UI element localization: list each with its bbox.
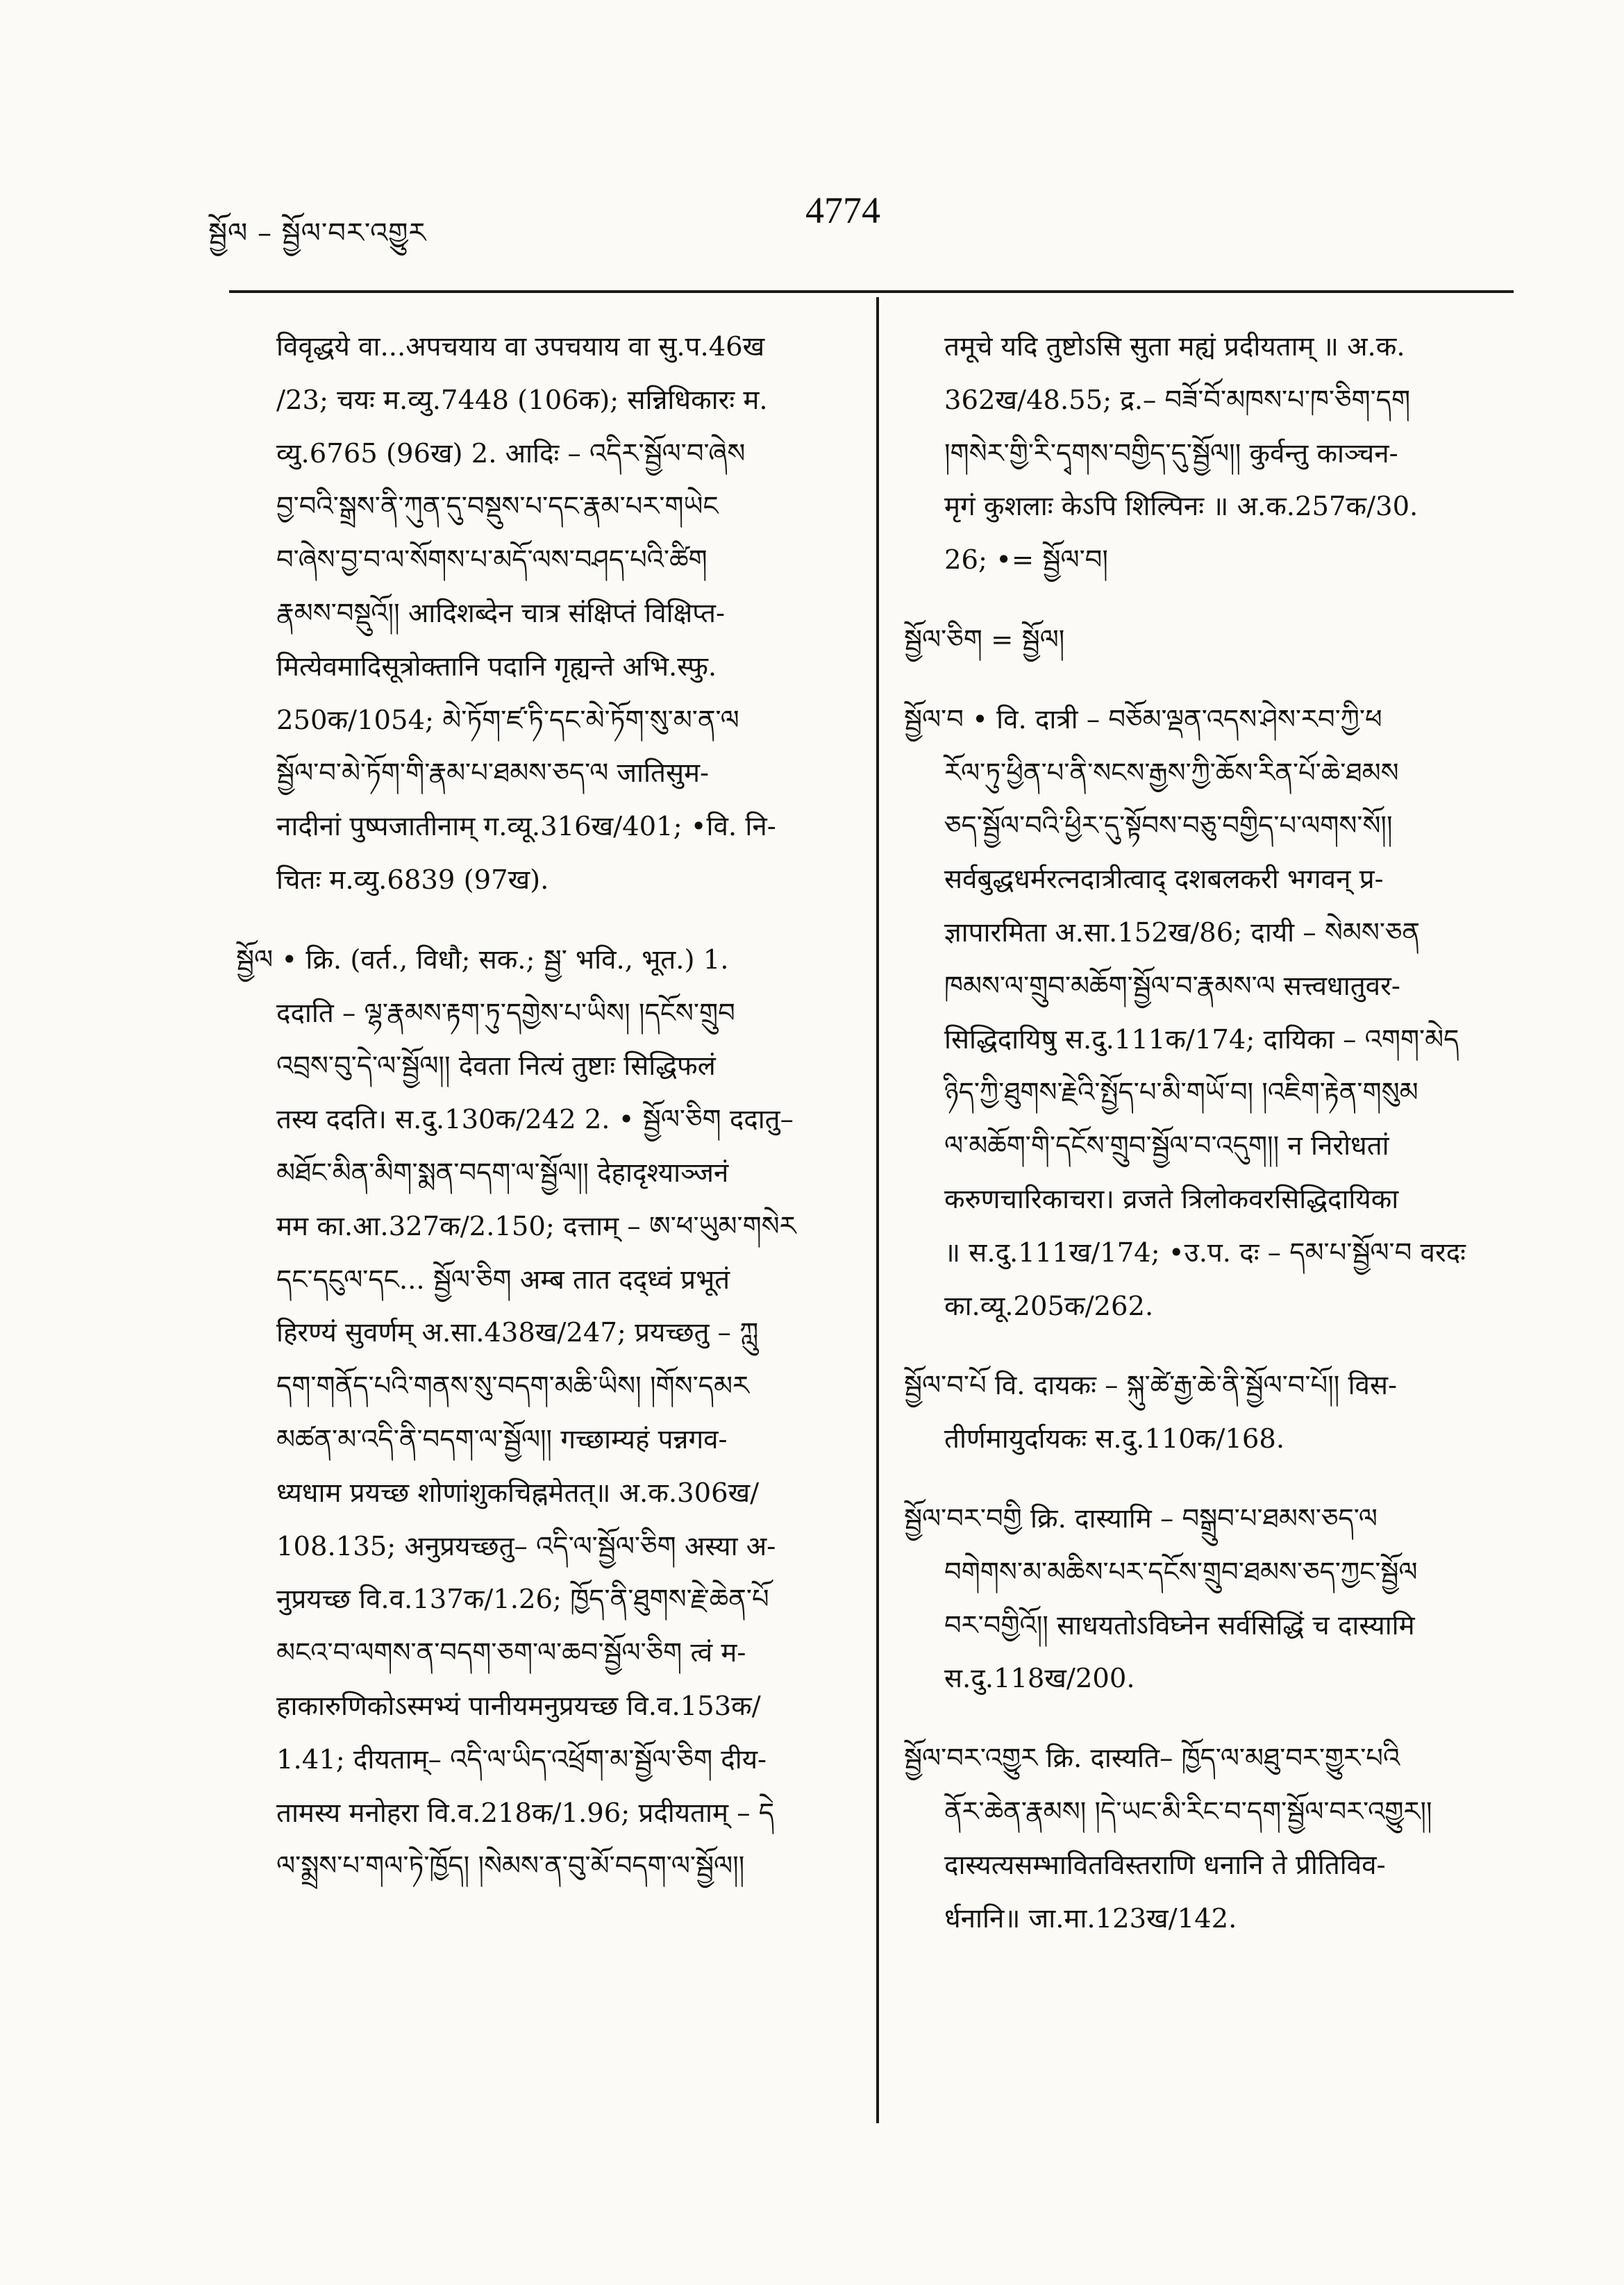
entry-line: སྦྱོལ་ཅིག = སྦྱོལ། — [904, 623, 1065, 655]
right-column-entry — [904, 1359, 1522, 1466]
entry-line: བར་བགྱིའོ།། साधयतोऽविघ्नेन सर्वसिद्धिं च दास्यामि — [944, 1609, 1415, 1641]
entry-line: नुप्रयच्छ वि.व.137क/1.26; ཁྱོད་ནི་ཐུགས་རྗེ་ཆེན་པོ — [276, 1584, 769, 1616]
entry-line: दास्यत्यसम्भावितविस्तराणि धनानि ते प्रीतिविव- — [944, 1849, 1386, 1881]
running-head: སྦྱོལ – སྦྱོལ་བར་འགྱུར — [208, 217, 427, 249]
entry-line: རྣམས་བསྡུའོ།། आदिशब्देन चात्र संक्षिप्तं विक्षिप्त- — [276, 597, 726, 629]
entry-line: ध्यधाम प्रयच्छ शोणांशुकचिह्नमेतत्॥ अ.क.306ख/ — [276, 1477, 760, 1509]
left-column-entry — [236, 934, 847, 1893]
entry-line: མཚན་མ་འདི་ནི་བདག་ལ་སྦྱོལ།། गच्छाम्यहं पन्नगव- — [276, 1423, 728, 1455]
entry-line: ནོར་ཆེན་རྣམས། །དེ་ཡང་མི་རིང་བ་དག་སྦྱོལ་བར་འགྱུར།། — [944, 1796, 1432, 1827]
entry-line: तामस्य मनोहरा वि.व.218क/1.96; प्रदीयताम् – དེ — [276, 1797, 775, 1829]
entry-line: 108.135; अनुप्रयच्छतु– འདི་ལ་སྦྱོལ་ཅིག अस्या अ- — [276, 1530, 776, 1562]
right-column-entry — [904, 694, 1522, 1334]
entry-line: སྦྱོལ་བ • वि. दात्री – བཅོམ་ལྡན་འདས་ཤེས་རབ་ཀྱི་ཕ — [904, 703, 1382, 735]
right-column-entry — [904, 1732, 1522, 1945]
entry-line: ཉིད་ཀྱི་ཐུགས་རྗེའི་སྤྱོད་པ་མི་གཡོ་བ། །འཇིག་རྟེན་གསུམ — [944, 1077, 1418, 1109]
entry-line: का.व्यू.205क/262. — [944, 1290, 1154, 1322]
entry-line: ལ་སྨྲས་པ་གལ་ཏེ་ཁྱོད། །སེམས་ན་བུ་མོ་བདག་ལ་སྦྱོལ།། — [276, 1850, 745, 1882]
entry-line: मृगं कुशलाः केऽपि शिल्पिनः ॥ अ.क.257क/30. — [944, 491, 1418, 523]
entry-line: ज्ञापारमिता अ.सा.152ख/86; दायी – སེམས་ཅན — [944, 916, 1421, 948]
column-divider — [876, 297, 879, 2123]
entry-line: བྱ་བའི་སྒྲས་ནི་ཀུན་དུ་བསྡུས་པ་དང་རྣམ་པར་གཡེང — [276, 491, 719, 523]
entry-line: सर्वबुद्धधर्मरत्नदात्रीत्वाद् दशबलकरी भगवन् प्र- — [944, 864, 1384, 896]
left-column — [236, 321, 847, 1893]
entry-line: चितः म.व्यु.6839 (97ख). — [276, 864, 549, 896]
right-column-entry — [904, 1493, 1522, 1706]
entry-line: व्यु.6765 (96ख) 2. आदिः – འདིར་སྦྱོལ་བ་ཞེས — [276, 437, 746, 469]
entry-line: नादीनां पुष्पजातीनाम् ग.व्यू.316ख/401; •वि. नि- — [276, 811, 776, 843]
entry-line: བ་ཞེས་བྱ་བ་ལ་སོགས་པ་མདོ་ལས་བཤད་པའི་ཚིག — [276, 544, 708, 576]
entry-line: སྦྱོལ་བ་མེ་ཏོག་གི་རྣམ་པ་ཐམས་ཅད་ལ जातिसुम- — [276, 758, 709, 789]
entry-line: सिद्धिदायिषु स.दु.111क/174; दायिका – འགག་མེད — [944, 1023, 1459, 1055]
right-column-entry — [904, 614, 1522, 667]
entry-line: स.दु.118ख/200. — [944, 1663, 1135, 1695]
entry-line: मम का.आ.327क/2.150; दत्ताम् – ཨ་ཕ་ཡུམ་གསེར — [276, 1210, 796, 1242]
entry-line: तीर्णमायुर्दायकः स.दु.110क/168. — [944, 1423, 1285, 1455]
entry-line: སྦྱོལ་བར་བགྱི क्रि. दास्यामि – བསྒྲུབ་པ་ཐམས་ཅད་ལ — [904, 1503, 1378, 1534]
entry-line: དང་དངུལ་དང... སྦྱོལ་ཅིག अम्ब तात दद्ध्वं प्रभूतं — [276, 1264, 730, 1296]
entry-line: སྦྱོལ • क्रि. (वर्त., विधौ; सक.; སྦྱ་ भवि., भूत.) 1. — [236, 944, 729, 976]
left-column-entry — [236, 321, 847, 907]
entry-line: करुणचारिकाचरा। व्रजते त्रिलोकवरसिद्धिदायिका — [944, 1183, 1399, 1215]
entry-line: हाकारुणिकोऽस्मभ्यं पानीयमनुप्रयच्छ वि.व.153क/ — [276, 1690, 761, 1722]
entry-line: རོལ་ཏུ་ཕྱིན་པ་ནི་སངས་རྒྱས་ཀྱི་ཆོས་རིན་པོ་ཆེ་ཐམས — [944, 757, 1399, 789]
entry-line: 250क/1054; མེ་ཏོག་ཛ་ཏི་དང་མེ་ཏོག་སུ་མ་ན་ལ — [276, 704, 739, 736]
entry-line: སྦྱོལ་བར་འགྱུར क्रि. दास्यति– ཁྱོད་ལ་མཐུ་བར་གྱུར་པའི — [904, 1743, 1400, 1775]
entry-line: ॥ स.दु.111ख/174; •उ.प. दः – དམ་པ་སྦྱོལ་བ वरदः — [944, 1237, 1466, 1269]
entry-line: मित्येवमादिसूत्रोक्तानि पदानि गृह्यन्ते अभि.स्फु. — [276, 651, 717, 683]
entry-line: མངའ་བ་ལགས་ན་བདག་ཅག་ལ་ཆབ་སྦྱོལ་ཅིག त्वं म- — [276, 1637, 746, 1669]
entry-line: ལ་མཆོག་གི་དངོས་གྲུབ་སྦྱོལ་བ་འདུག།། न निरोधतां — [944, 1130, 1389, 1162]
entry-line: སྦྱོལ་བ་པོ वि. दायकः – སྐུ་ཚེ་རྒྱ་ཆེ་ནི་སྦྱོལ་བ་པོ།། विस- — [904, 1370, 1397, 1402]
entry-line: ཅད་སྦྱོལ་བའི་ཕྱིར་དུ་སྟོབས་བཅུ་བགྱིད་པ་ལགས་སོ།། — [944, 810, 1393, 842]
entry-line: བགེགས་མ་མཆིས་པར་དངོས་གྲུབ་ཐམས་ཅད་ཀྱང་སྦྱོལ — [944, 1556, 1418, 1588]
entry-line: /23; चयः म.व्यु.7448 (106क); सन्निधिकारः म. — [276, 384, 768, 416]
entry-line: །གསེར་གྱི་རི་དྭགས་བགྱིད་དུ་སྦྱོལ།། कुर्वन्तु काञ्चन- — [944, 437, 1398, 469]
entry-line: 26; •= སྦྱོལ་བ། — [944, 544, 1108, 576]
right-column-entry — [904, 321, 1522, 587]
right-column — [904, 321, 1522, 1945]
entry-line: तमूचे यदि तुष्टोऽसि सुता मह्यं प्रदीयताम् ॥ अ.क. — [944, 331, 1405, 362]
entry-line: མཐོང་མིན་མིག་སྨན་བདག་ལ་སྦྱོལ།། देहादृश्याञ्जनं — [276, 1157, 729, 1189]
entry-line: 362ख/48.55; द्र.– བཟོ་བོ་མཁས་པ་ཁ་ཅིག་དག — [944, 384, 1411, 416]
entry-line: ददाति – ལྷ་རྣམས་རྟག་ཏུ་དགྱེས་པ་ཡིས། །དངོས་གྲུབ — [276, 997, 735, 1029]
entry-line: विवृद्धये वा...अपचयाय वा उपचयाय वा सु.प.46ख — [276, 331, 765, 362]
entry-line: 1.41; दीयताम्– འདི་ལ་ཡིད་འཕྲོག་མ་སྦྱོལ་ཅིག दीय- — [276, 1743, 767, 1775]
entry-line: ཁམས་ལ་གྲུབ་མཆོག་སྦྱོལ་བ་རྣམས་ལ सत्त्वधातुवर- — [944, 970, 1400, 1002]
page-number: 4774 — [805, 190, 880, 231]
entry-line: र्धनानि॥ जा.मा.123ख/142. — [944, 1902, 1237, 1934]
entry-line: तस्य ददति। स.दु.130क/242 2. • སྦྱོལ་ཅིག ददातु– — [276, 1104, 794, 1136]
entry-line: འབྲས་བུ་དེ་ལ་སྦྱོལ།། देवता नित्यं तुष्टाः सिद्धिफलं — [276, 1051, 716, 1082]
entry-line: དག་གནོད་པའི་གནས་སུ་བདག་མཆི་ཡིས། །གོས་དམར — [276, 1371, 749, 1403]
entry-line: हिरण्यं सुवर्णम् अ.सा.438ख/247; प्रयच्छतु – ཀླུ — [276, 1317, 759, 1349]
header-rule — [229, 290, 1514, 293]
